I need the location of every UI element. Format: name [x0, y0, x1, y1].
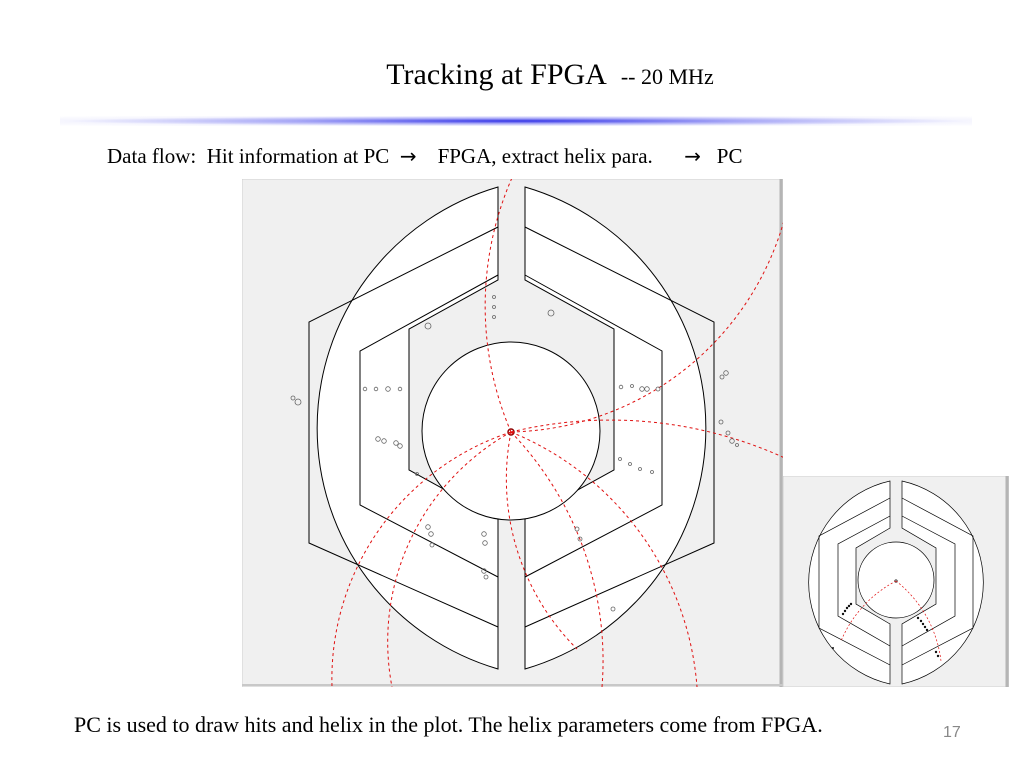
dataflow-step-fpga: FPGA, extract helix para.	[437, 144, 653, 168]
thumbnail-hit	[844, 610, 846, 612]
title-suffix: -- 20 MHz	[620, 64, 714, 89]
dataflow-step-hits: Hit information at PC	[206, 144, 390, 168]
thumbnail-hit	[920, 620, 922, 622]
thumbnail-hit	[850, 603, 852, 605]
event-display-plot	[242, 179, 783, 687]
slide-caption: PC is used to draw hits and helix in the plot. The helix parameters come from FPGA.	[74, 712, 823, 737]
event-display-thumbnail	[783, 476, 1009, 687]
thumbnail-hit	[846, 607, 848, 609]
thumbnail-hit	[937, 655, 939, 657]
dataflow-line	[107, 144, 742, 169]
thumbnail-hit	[935, 651, 937, 653]
thumbnail-hit	[924, 626, 926, 628]
dataflow-step-pc: PC	[716, 144, 743, 168]
thumbnail-hit	[926, 629, 928, 631]
slide-title	[0, 58, 1024, 92]
thumbnail-hit	[832, 647, 834, 649]
title-divider	[60, 116, 972, 126]
arrow-right-icon: →	[684, 144, 702, 168]
thumbnail-hit	[842, 613, 844, 615]
thumbnail-hit	[922, 623, 924, 625]
thumbnail-hit	[917, 617, 919, 619]
arrow-right-icon: →	[399, 144, 417, 168]
page-number: 17	[943, 724, 961, 741]
dataflow-label: Data flow:	[107, 144, 197, 168]
title-main: Tracking at FPGA	[386, 58, 607, 91]
thumbnail-hit	[848, 605, 850, 607]
